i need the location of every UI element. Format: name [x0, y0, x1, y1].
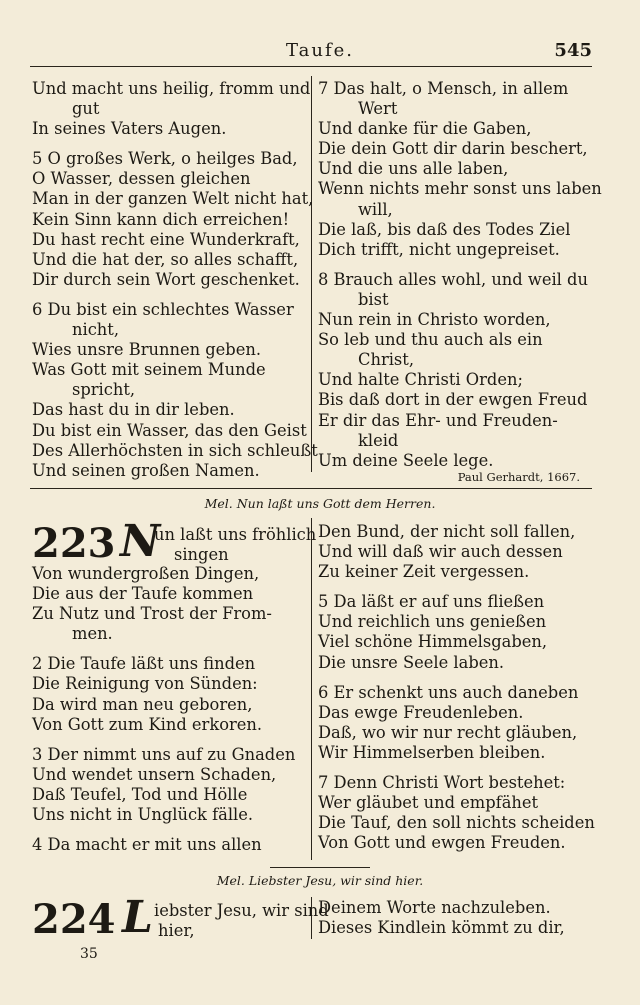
verse-line: Um deine Seele lege. — [318, 450, 494, 470]
melody-line-223: Mel. Nun laßt uns Gott dem Herren. — [204, 496, 436, 511]
stanza — [318, 683, 592, 763]
stanza — [32, 299, 318, 481]
header-rule — [30, 66, 592, 67]
hymn-224-heading — [32, 892, 329, 958]
verse-line: So leb und thu auch als ein — [318, 330, 543, 350]
hymn-number-224: 224 — [32, 896, 116, 943]
verse-line: Wir Himmelserben bleiben. — [318, 742, 546, 762]
verse-line: 2 Die Taufe läßt uns finden — [32, 654, 256, 674]
verse-line: nicht, — [72, 320, 120, 340]
stanza-gap — [32, 139, 304, 149]
verse-line: Zu Nutz und Trost der From- — [32, 604, 272, 624]
verse-line: Von Gott und ewgen Freuden. — [318, 833, 566, 853]
verse-line: Christ, — [358, 350, 415, 370]
stanza-gap — [318, 260, 592, 270]
verse-line: Daß, wo wir nur recht gläuben, — [318, 722, 578, 742]
hymn-223-right-column — [318, 522, 595, 853]
verse-line: Er dir das Ehr- und Freuden- — [318, 410, 558, 430]
running-title: Taufe. — [286, 40, 354, 61]
verse-line: In seines Vaters Augen. — [32, 119, 227, 139]
hymn-223-left-column — [32, 516, 317, 855]
hymn-224-right-column — [318, 898, 592, 938]
verse-line: Wies unsre Brunnen geben. — [32, 340, 262, 360]
verse-line: Die laß, bis daß des Todes Ziel — [318, 219, 571, 239]
verse-line: Du hast recht eine Wunderkraft, — [32, 229, 300, 249]
verse-line: spricht, — [72, 380, 136, 400]
verse-line: Deinem Worte nachzuleben. — [318, 898, 551, 917]
verse-line: Und macht uns heilig, fromm und — [32, 79, 311, 98]
page-number: 545 — [554, 40, 592, 61]
verse-line: Die Tauf, den soll nichts scheiden — [318, 813, 595, 833]
section-rule — [30, 488, 592, 489]
verse-line: Den Bund, der nicht soll fallen, — [318, 522, 576, 541]
upper-left-column — [32, 79, 318, 481]
verse-line: Wenn nichts mehr sonst uns laben — [318, 179, 602, 199]
verse-line: 6 Du bist ein schlechtes Wasser — [32, 299, 294, 319]
verse-line: Dieses Kindlein kömmt zu dir, — [318, 918, 565, 938]
stanza — [32, 745, 304, 825]
stanza — [32, 79, 311, 139]
verse-line: Dir durch sein Wort geschenket. — [32, 269, 300, 289]
verse-line: Da wird man neu geboren, — [32, 694, 253, 714]
verse-line: Daß Teufel, Tod und Hölle — [32, 784, 248, 804]
melody-line-224: Mel. Liebster Jesu, wir sind hier. — [216, 873, 424, 888]
verse-line: Die aus der Taufe kommen — [32, 584, 254, 604]
column-divider — [311, 76, 312, 472]
verse-line: Du bist ein Wasser, das den Geist — [32, 420, 307, 440]
verse-line: Die dein Gott dir darin beschert, — [318, 139, 588, 159]
verse-line: 8 Brauch alles wohl, und weil du — [318, 269, 588, 289]
stanza-gap — [318, 582, 592, 592]
verse-line: Wer gläubet und empfähet — [318, 793, 539, 813]
verse-line: Zu keiner Zeit vergessen. — [318, 562, 530, 582]
verse-line: Kein Sinn kann dich erreichen! — [32, 209, 290, 229]
verse-line: Viel schöne Himmelsgaben, — [318, 632, 548, 652]
verse-line: Die unsre Seele laben. — [318, 652, 505, 672]
verse-line: 3 Der nimmt uns auf zu Gnaden — [32, 744, 296, 764]
author-attribution: Paul Gerhardt, 1667. — [457, 470, 580, 484]
verse-line: gut — [72, 99, 100, 119]
stanza-gap — [32, 825, 304, 835]
stanza-gap — [318, 763, 592, 773]
stanza-gap — [32, 735, 304, 745]
column-divider — [311, 518, 312, 860]
verse-line: Das ewge Freudenleben. — [318, 702, 524, 722]
stanza-gap — [32, 290, 304, 300]
verse-line: Uns nicht in Unglück fälle. — [32, 805, 254, 825]
hymn-223-heading — [32, 516, 317, 582]
verse-line: Wert — [358, 99, 398, 119]
verse-line: 5 Da läßt er auf uns fließen — [318, 592, 545, 612]
verse-line: Und halte Christi Orden; — [318, 370, 523, 390]
verse-line: Die Reinigung von Sünden: — [32, 674, 258, 694]
verse-line: Von wundergroßen Dingen, — [32, 564, 260, 583]
verse-line: men. — [72, 624, 113, 644]
signature-mark: 35 — [80, 946, 98, 962]
verse-line: Und reichlich uns genießen — [318, 612, 547, 632]
verse-line: Und seinen großen Namen. — [32, 460, 260, 480]
stanza-gap — [32, 644, 304, 654]
verse-line: 7 Denn Christi Wort bestehet: — [318, 773, 566, 793]
hymn-223-first-line: un laßt uns fröhlich singen — [154, 525, 317, 565]
verse-line: Und danke für die Gaben, — [318, 119, 532, 139]
verse-line: Und will daß wir auch dessen — [318, 542, 563, 562]
upper-right-column — [318, 79, 602, 471]
verse-line: Und die uns alle laben, — [318, 159, 509, 179]
verse-line: 7 Das halt, o Mensch, in allem — [318, 79, 569, 98]
verse-line: 5 O großes Werk, o heilges Bad, — [32, 149, 298, 169]
verse-line: O Wasser, dessen gleichen — [32, 169, 251, 189]
verse-line: 4 Da macht er mit uns allen — [32, 835, 262, 855]
verse-line: Bis daß dort in der ewgen Freud — [318, 390, 588, 410]
stanza — [318, 270, 592, 471]
verse-line: bist — [358, 289, 389, 309]
verse-line: Das hast du in dir leben. — [32, 400, 235, 420]
verse-line: Nun rein in Christo worden, — [318, 310, 551, 330]
verse-line: 6 Er schenkt uns auch daneben — [318, 682, 579, 702]
verse-line: kleid — [358, 430, 399, 450]
verse-line: Des Allerhöchsten in sich schleußt — [32, 440, 318, 460]
hymn-number-223: 223 — [32, 520, 116, 567]
hymn-224-first-line: iebster Jesu, wir sind hier, — [154, 901, 329, 941]
stanza — [318, 592, 592, 672]
verse-line: Man in der ganzen Welt nicht hat, — [32, 189, 314, 209]
stanza — [32, 835, 304, 855]
verse-line: Und wendet unsern Schaden, — [32, 764, 277, 784]
hymn-224-left-column — [32, 892, 329, 958]
verse-line: Von Gott zum Kind erkoren. — [32, 714, 263, 734]
verse-line: Und die hat der, so alles schafft, — [32, 249, 299, 269]
verse-line: Dich trifft, nicht ungepreiset. — [318, 239, 560, 259]
stanza — [318, 79, 602, 260]
stanza — [32, 654, 304, 734]
verse-line: will, — [358, 199, 393, 219]
drop-cap-224: L — [122, 892, 153, 943]
short-rule — [270, 867, 370, 868]
stanza-gap — [318, 673, 592, 683]
stanza — [32, 149, 314, 290]
stanza — [318, 773, 595, 853]
stanza — [318, 522, 592, 582]
verse-line: Was Gott mit seinem Munde — [32, 360, 266, 380]
drop-cap-223: N — [120, 516, 161, 567]
